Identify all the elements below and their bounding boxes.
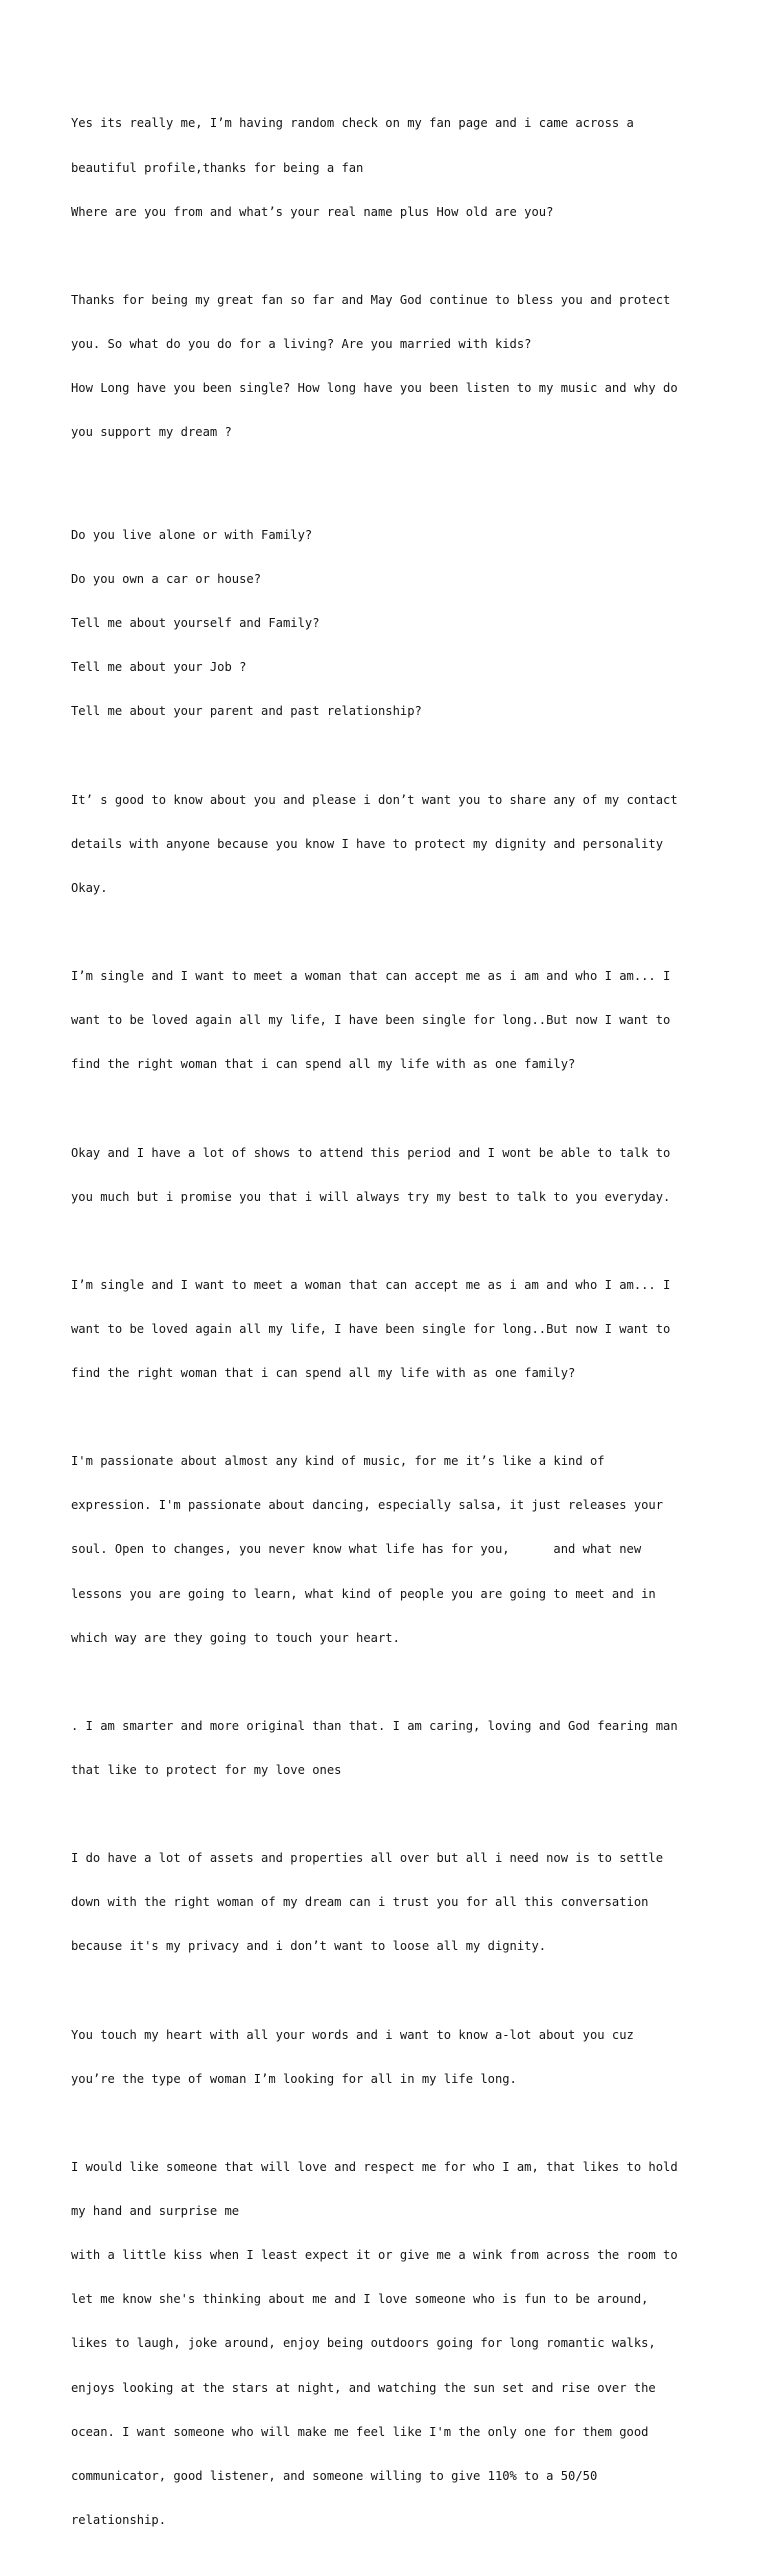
text-line: find the right woman that i can spend all my life with as one family?	[71, 1057, 576, 1072]
paragraph-12	[71, 2131, 711, 2557]
document-page	[71, 87, 711, 2572]
paragraph-5	[71, 940, 711, 1102]
text-line: Do you own a car or house?	[71, 572, 262, 587]
text-line: Yes its really me, I’m having random check on my fan page and i came across a	[71, 116, 634, 131]
text-line: Okay and I have a lot of shows to attend this period and I wont be able to talk to	[71, 1145, 671, 1160]
text-line: find the right woman that i can spend all my life with as one family?	[71, 1366, 576, 1381]
text-line: want to be loved again all my life, I have been single for long..But now I want to	[71, 1321, 671, 1336]
text-line: How Long have you been single? How long have you been listen to my music and why do	[71, 381, 678, 396]
paragraph-7	[71, 1248, 711, 1410]
text-line: expression. I'm passionate about dancing, especially salsa, it just releases your	[71, 1498, 664, 1513]
text-line: that like to protect for my love ones	[71, 1763, 342, 1778]
text-line: you support my dream ?	[71, 425, 232, 440]
text-line: you much but i promise you that i will always try my best to talk to you everyday.	[71, 1189, 671, 1204]
text-line: down with the right woman of my dream can i trust you for all this conversation	[71, 1895, 649, 1910]
paragraph-4	[71, 763, 711, 925]
text-line: likes to laugh, joke around, enjoy being outdoors going for long romantic walks,	[71, 2336, 656, 2351]
text-line: soul. Open to changes, you never know what life has for you, and what new	[71, 1542, 642, 1557]
paragraph-2	[71, 263, 711, 469]
text-line: Okay.	[71, 880, 108, 895]
text-line: ocean. I want someone who will make me feel like I'm the only one for them good	[71, 2424, 649, 2439]
paragraph-8	[71, 1425, 711, 1675]
paragraph-6	[71, 1116, 711, 1234]
text-line: which way are they going to touch your heart.	[71, 1630, 400, 1645]
text-line: with a little kiss when I least expect it or give me a wink from across the room to	[71, 2248, 678, 2263]
text-line: Where are you from and what’s your real name plus How old are you?	[71, 204, 554, 219]
text-line: enjoys looking at the stars at night, and watching the sun set and rise over the	[71, 2380, 656, 2395]
text-line: Tell me about yourself and Family?	[71, 616, 320, 631]
text-line: It’ s good to know about you and please i don’t want you to share any of my contact	[71, 792, 678, 807]
text-line: Tell me about your parent and past relationship?	[71, 704, 422, 719]
text-line: I would like someone that will love and respect me for who I am, that likes to hold	[71, 2159, 678, 2174]
text-line: . I am smarter and more original than that. I am caring, loving and God fearing man	[71, 1718, 678, 1733]
text-line: my hand and surprise me	[71, 2204, 240, 2219]
paragraph-10	[71, 1822, 711, 1984]
text-line: lessons you are going to learn, what kind of people you are going to meet and in	[71, 1586, 656, 1601]
text-line: you. So what do you do for a living? Are you married with kids?	[71, 336, 532, 351]
paragraph-9	[71, 1690, 711, 1808]
text-line: beautiful profile,thanks for being a fan	[71, 160, 364, 175]
text-line: Tell me about your Job ?	[71, 660, 247, 675]
text-line: I do have a lot of assets and properties all over but all i need now is to settle	[71, 1851, 664, 1866]
text-line: You touch my heart with all your words and i want to know a-lot about you cuz	[71, 2027, 634, 2042]
text-line: details with anyone because you know I have to protect my dignity and personality	[71, 836, 664, 851]
blank-line	[71, 484, 711, 499]
text-line: I’m single and I want to meet a woman that can accept me as i am and who I am... I	[71, 1277, 671, 1292]
text-line: relationship.	[71, 2512, 167, 2527]
text-line: I'm passionate about almost any kind of music, for me it’s like a kind of	[71, 1454, 605, 1469]
text-line: Do you live alone or with Family?	[71, 528, 313, 543]
text-line: Thanks for being my great fan so far and May God continue to bless you and protect	[71, 292, 671, 307]
text-line: let me know she's thinking about me and I love someone who is fun to be around,	[71, 2292, 649, 2307]
text-line: communicator, good listener, and someone willing to give 110% to a 50/50	[71, 2468, 598, 2483]
text-line: I’m single and I want to meet a woman that can accept me as i am and who I am... I	[71, 969, 671, 984]
text-line: because it's my privacy and i don’t want to loose all my dignity.	[71, 1939, 547, 1954]
paragraph-1	[71, 87, 711, 249]
text-line: want to be loved again all my life, I have been single for long..But now I want to	[71, 1013, 671, 1028]
paragraph-3	[71, 499, 711, 749]
text-line: you’re the type of woman I’m looking for all in my life long.	[71, 2071, 517, 2086]
paragraph-11	[71, 1998, 711, 2116]
